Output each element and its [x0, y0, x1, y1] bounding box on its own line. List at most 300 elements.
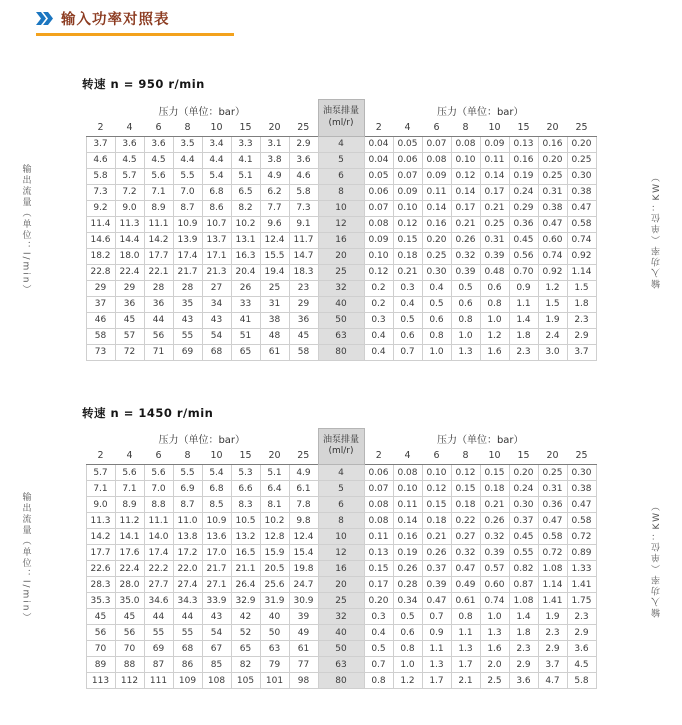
flow-cell: 10.5: [231, 513, 260, 529]
power-cell: 1.3: [451, 641, 480, 657]
flow-cell: 9.0: [86, 497, 115, 513]
power-cell: 0.14: [422, 200, 451, 216]
power-cell: 0.45: [509, 529, 538, 545]
flow-cell: 41: [231, 312, 260, 328]
flow-cell: 3.6: [289, 152, 318, 168]
power-cell: 0.22: [451, 513, 480, 529]
flow-cell: 56: [86, 625, 115, 641]
power-cell: 2.1: [451, 673, 480, 689]
displacement-cell: 20: [318, 248, 364, 264]
pressure-col-header: 6: [144, 120, 173, 137]
flow-cell: 68: [202, 344, 231, 360]
table-row: [86, 545, 596, 561]
power-cell: 0.29: [509, 200, 538, 216]
power-cell: 1.2: [538, 280, 567, 296]
table-row: [86, 264, 596, 280]
power-cell: 0.08: [364, 497, 393, 513]
flow-cell: 9.0: [115, 200, 144, 216]
power-cell: 1.3: [480, 625, 509, 641]
power-cell: 0.39: [451, 264, 480, 280]
table-row: [86, 577, 596, 593]
pressure-col-header: 8: [173, 120, 202, 137]
power-cell: 0.58: [567, 513, 596, 529]
flow-cell: 37: [86, 296, 115, 312]
flow-cell: 35: [173, 296, 202, 312]
power-cell: 0.4: [422, 280, 451, 296]
table-head: [86, 100, 596, 137]
power-cell: 0.30: [509, 497, 538, 513]
flow-cell: 5.4: [202, 168, 231, 184]
flow-cell: 17.4: [144, 545, 173, 561]
power-cell: 3.0: [538, 344, 567, 360]
power-cell: 0.92: [538, 264, 567, 280]
flow-cell: 5.5: [173, 168, 202, 184]
flow-cell: 11.4: [86, 216, 115, 232]
power-cell: 3.6: [509, 673, 538, 689]
power-cell: 0.25: [538, 465, 567, 481]
power-cell: 0.21: [393, 264, 422, 280]
power-cell: 0.14: [393, 513, 422, 529]
flow-cell: 28.3: [86, 577, 115, 593]
power-cell: 0.18: [480, 481, 509, 497]
pressure-col-header: 8: [451, 448, 480, 465]
power-cell: 0.16: [509, 152, 538, 168]
flow-cell: 27.4: [173, 577, 202, 593]
displacement-cell: 80: [318, 673, 364, 689]
pressure-col-header: 20: [538, 120, 567, 137]
flow-cell: 12.4: [260, 232, 289, 248]
flow-cell: 13.7: [202, 232, 231, 248]
flow-cell: 29: [289, 296, 318, 312]
flow-cell: 3.6: [115, 136, 144, 152]
flow-cell: 25: [260, 280, 289, 296]
power-cell: 0.39: [480, 545, 509, 561]
flow-cell: 22.4: [115, 561, 144, 577]
power-cell: 0.14: [480, 168, 509, 184]
flow-cell: 4.5: [115, 152, 144, 168]
power-cell: 1.9: [538, 609, 567, 625]
displacement-cell: 50: [318, 641, 364, 657]
flow-cell: 8.1: [260, 497, 289, 513]
power-cell: 0.8: [364, 673, 393, 689]
power-cell: 0.72: [538, 545, 567, 561]
power-cell: 0.10: [422, 465, 451, 481]
pressure-col-header: 4: [115, 120, 144, 137]
pressure-col-header: 25: [289, 448, 318, 465]
power-cell: 1.2: [480, 328, 509, 344]
power-cell: 0.30: [567, 168, 596, 184]
power-cell: 0.10: [393, 481, 422, 497]
pressure-col-header: 10: [480, 120, 509, 137]
flow-cell: 72: [115, 344, 144, 360]
power-cell: 0.47: [451, 561, 480, 577]
power-cell: 0.30: [567, 465, 596, 481]
flow-cell: 34: [202, 296, 231, 312]
power-cell: 0.08: [393, 465, 422, 481]
power-cell: 0.47: [422, 593, 451, 609]
power-cell: 1.0: [393, 657, 422, 673]
power-cell: 0.08: [364, 513, 393, 529]
power-cell: 0.24: [509, 184, 538, 200]
power-cell: 0.34: [393, 593, 422, 609]
table-row: [86, 328, 596, 344]
power-cell: 1.1: [422, 641, 451, 657]
table-row: [86, 673, 596, 689]
power-cell: 0.2: [364, 280, 393, 296]
power-cell: 1.7: [422, 673, 451, 689]
flow-cell: 4.6: [86, 152, 115, 168]
flow-cell: 3.5: [173, 136, 202, 152]
flow-cell: 33: [231, 296, 260, 312]
flow-cell: 56: [115, 625, 144, 641]
flow-axis-wrap: [12, 99, 40, 361]
power-cell: 0.15: [422, 497, 451, 513]
power-cell: 0.39: [480, 248, 509, 264]
unit-header-row: [86, 100, 596, 120]
flow-cell: 44: [173, 609, 202, 625]
flow-cell: 4.4: [173, 152, 202, 168]
power-cell: 0.19: [393, 545, 422, 561]
pressure-col-header: 20: [260, 448, 289, 465]
power-cell: 0.89: [567, 545, 596, 561]
power-table-950: [86, 99, 597, 361]
flow-cell: 10.9: [173, 216, 202, 232]
displacement-cell: 40: [318, 296, 364, 312]
flow-cell: 20.5: [260, 561, 289, 577]
flow-cell: 79: [260, 657, 289, 673]
flow-cell: 17.1: [202, 248, 231, 264]
table-row: [86, 513, 596, 529]
power-cell: 0.09: [364, 232, 393, 248]
power-cell: 0.70: [509, 264, 538, 280]
power-cell: 0.12: [364, 264, 393, 280]
flow-cell: 18.3: [289, 264, 318, 280]
power-cell: 0.82: [509, 561, 538, 577]
flow-cell: 21.7: [202, 561, 231, 577]
flow-cell: 71: [144, 344, 173, 360]
flow-cell: 26: [231, 280, 260, 296]
flow-cell: 4.6: [289, 168, 318, 184]
table-row: [86, 168, 596, 184]
flow-cell: 28.0: [115, 577, 144, 593]
power-cell: 5.8: [567, 673, 596, 689]
power-cell: 0.38: [538, 200, 567, 216]
power-cell: 0.10: [451, 152, 480, 168]
flow-cell: 7.3: [86, 184, 115, 200]
flow-cell: 11.2: [115, 513, 144, 529]
table-body: [86, 465, 596, 689]
flow-cell: 3.3: [231, 136, 260, 152]
flow-cell: 14.7: [289, 248, 318, 264]
flow-cell: 15.5: [260, 248, 289, 264]
flow-cell: 6.8: [202, 481, 231, 497]
pressure-col-header: 20: [538, 448, 567, 465]
power-cell: 0.56: [509, 248, 538, 264]
power-cell: 0.57: [480, 561, 509, 577]
power-cell: 0.8: [480, 296, 509, 312]
flow-cell: 43: [202, 312, 231, 328]
flow-cell: 10.7: [202, 216, 231, 232]
displacement-cell: 4: [318, 465, 364, 481]
flow-cell: 8.8: [144, 497, 173, 513]
flow-cell: 18.0: [115, 248, 144, 264]
pressure-col-header: 4: [393, 448, 422, 465]
power-cell: 2.3: [509, 344, 538, 360]
power-cell: 0.49: [451, 577, 480, 593]
power-cell: 0.27: [451, 529, 480, 545]
power-cell: 0.5: [422, 296, 451, 312]
power-cell: 0.25: [480, 216, 509, 232]
flow-cell: 22.4: [115, 264, 144, 280]
pressure-col-header: 25: [567, 448, 596, 465]
power-cell: 0.87: [509, 577, 538, 593]
flow-cell: 56: [144, 328, 173, 344]
displacement-cell: 10: [318, 200, 364, 216]
pressure-col-header: 4: [393, 120, 422, 137]
flow-cell: 61: [260, 344, 289, 360]
flow-cell: 7.0: [173, 184, 202, 200]
power-cell: 0.06: [364, 465, 393, 481]
power-cell: 0.12: [422, 481, 451, 497]
power-cell: 0.6: [480, 280, 509, 296]
power-cell: 1.0: [480, 609, 509, 625]
power-cell: 0.72: [567, 529, 596, 545]
power-cell: 1.8: [509, 625, 538, 641]
double-chevron-icon: [36, 12, 54, 25]
flow-axis-label: 输出流量（单位：l/min）: [20, 492, 31, 624]
flow-cell: 12.4: [289, 529, 318, 545]
flow-cell: 6.8: [202, 184, 231, 200]
flow-cell: 5.1: [260, 465, 289, 481]
table-row: [86, 497, 596, 513]
power-cell: 0.06: [393, 152, 422, 168]
flow-cell: 4.5: [144, 152, 173, 168]
power-cell: 0.58: [567, 216, 596, 232]
flow-cell: 11.1: [144, 513, 173, 529]
power-cell: 0.18: [451, 497, 480, 513]
power-cell: 0.37: [509, 513, 538, 529]
flow-axis-wrap: [12, 428, 40, 690]
power-cell: 0.11: [364, 529, 393, 545]
power-cell: 2.9: [567, 625, 596, 641]
section-950: [0, 76, 682, 361]
power-cell: 0.17: [480, 184, 509, 200]
power-cell: 0.3: [393, 280, 422, 296]
flow-cell: 8.9: [144, 200, 173, 216]
power-cell: 1.0: [451, 328, 480, 344]
power-cell: 0.32: [451, 248, 480, 264]
displacement-cell: 5: [318, 152, 364, 168]
unit-header-row: [86, 428, 596, 448]
power-cell: 0.21: [451, 216, 480, 232]
power-cell: 0.25: [538, 168, 567, 184]
power-cell: 1.5: [567, 280, 596, 296]
flow-cell: 67: [202, 641, 231, 657]
power-axis-label: 输入功率（单位：KW）: [651, 171, 662, 289]
flow-cell: 32.9: [231, 593, 260, 609]
flow-cell: 2.9: [289, 136, 318, 152]
table-row: [86, 232, 596, 248]
flow-cell: 58: [289, 344, 318, 360]
power-cell: 1.4: [509, 312, 538, 328]
flow-cell: 55: [173, 328, 202, 344]
power-cell: 0.9: [509, 280, 538, 296]
power-cell: 0.4: [364, 625, 393, 641]
power-cell: 0.04: [364, 136, 393, 152]
flow-cell: 70: [115, 641, 144, 657]
displacement-cell: 8: [318, 184, 364, 200]
power-cell: 0.74: [567, 232, 596, 248]
flow-cell: 26.4: [231, 577, 260, 593]
power-cell: 0.28: [393, 577, 422, 593]
power-cell: 0.10: [364, 248, 393, 264]
flow-cell: 58: [86, 328, 115, 344]
displacement-header-text: 油泵排量: [322, 434, 359, 445]
power-cell: 0.09: [480, 136, 509, 152]
flow-cell: 11.1: [144, 216, 173, 232]
power-cell: 2.3: [567, 312, 596, 328]
power-cell: 0.26: [422, 545, 451, 561]
flow-cell: 38: [260, 312, 289, 328]
pressure-col-header: 15: [231, 120, 260, 137]
power-cell: 1.08: [538, 561, 567, 577]
pressure-col-header: 15: [231, 448, 260, 465]
power-cell: 0.26: [393, 561, 422, 577]
table-row: [86, 641, 596, 657]
pressure-col-header: 6: [144, 448, 173, 465]
flow-cell: 8.6: [202, 200, 231, 216]
flow-cell: 16.3: [231, 248, 260, 264]
flow-cell: 22.8: [86, 264, 115, 280]
power-cell: 0.31: [538, 184, 567, 200]
pressure-unit-header-left: 压力（单位：bar）: [158, 106, 246, 118]
power-cell: 0.60: [480, 577, 509, 593]
flow-cell: 113: [86, 673, 115, 689]
table-row: [86, 465, 596, 481]
table-row: [86, 625, 596, 641]
flow-cell: 45: [115, 609, 144, 625]
power-cell: 0.8: [422, 328, 451, 344]
power-cell: 1.8: [509, 328, 538, 344]
power-cell: 0.18: [393, 248, 422, 264]
power-cell: 0.20: [538, 152, 567, 168]
flow-cell: 5.6: [144, 465, 173, 481]
flow-cell: 15.4: [289, 545, 318, 561]
power-cell: 0.12: [451, 168, 480, 184]
pressure-col-header: 10: [480, 448, 509, 465]
pressure-col-header: 2: [86, 448, 115, 465]
flow-cell: 70: [86, 641, 115, 657]
power-cell: 0.6: [393, 328, 422, 344]
flow-cell: 3.8: [260, 152, 289, 168]
power-cell: 0.08: [422, 152, 451, 168]
pressure-col-header: 8: [173, 448, 202, 465]
displacement-cell: 6: [318, 497, 364, 513]
flow-cell: 7.1: [144, 184, 173, 200]
section-1450: [0, 405, 682, 690]
power-cell: 0.6: [422, 312, 451, 328]
power-cell: 2.3: [509, 641, 538, 657]
flow-cell: 17.6: [115, 545, 144, 561]
table-row: [86, 561, 596, 577]
flow-cell: 14.2: [86, 529, 115, 545]
power-cell: 0.32: [451, 545, 480, 561]
flow-cell: 29: [115, 280, 144, 296]
flow-cell: 6.9: [173, 481, 202, 497]
power-cell: 0.16: [393, 529, 422, 545]
flow-cell: 22.6: [86, 561, 115, 577]
power-cell: 3.7: [538, 657, 567, 673]
power-cell: 0.47: [538, 216, 567, 232]
power-table-1450: [86, 428, 597, 690]
power-cell: 0.92: [567, 248, 596, 264]
displacement-cell: 25: [318, 264, 364, 280]
displacement-cell: 16: [318, 561, 364, 577]
power-cell: 0.61: [451, 593, 480, 609]
flow-cell: 7.1: [115, 481, 144, 497]
power-cell: 1.6: [480, 344, 509, 360]
power-cell: 0.2: [364, 296, 393, 312]
displacement-header: [318, 428, 364, 465]
flow-cell: 8.7: [173, 200, 202, 216]
power-cell: 1.1: [509, 296, 538, 312]
power-cell: 0.21: [422, 529, 451, 545]
power-cell: 1.08: [509, 593, 538, 609]
flow-cell: 8.3: [231, 497, 260, 513]
power-cell: 0.55: [509, 545, 538, 561]
power-cell: 1.14: [538, 577, 567, 593]
power-cell: 1.4: [509, 609, 538, 625]
pressure-col-header: 6: [422, 448, 451, 465]
pressure-col-header: 2: [364, 448, 393, 465]
flow-cell: 25.6: [260, 577, 289, 593]
flow-cell: 55: [173, 625, 202, 641]
displacement-cell: 63: [318, 328, 364, 344]
power-cell: 2.3: [538, 625, 567, 641]
table-row: [86, 312, 596, 328]
power-cell: 0.13: [364, 545, 393, 561]
power-cell: 0.47: [538, 513, 567, 529]
flow-cell: 55: [144, 625, 173, 641]
pressure-col-header: 6: [422, 120, 451, 137]
power-cell: 0.06: [364, 184, 393, 200]
page-title: 输入功率对照表: [61, 12, 170, 28]
flow-cell: 16.5: [231, 545, 260, 561]
flow-cell: 14.6: [86, 232, 115, 248]
flow-cell: 5.1: [231, 168, 260, 184]
flow-cell: 5.7: [86, 465, 115, 481]
power-cell: 0.20: [422, 232, 451, 248]
flow-cell: 7.3: [289, 200, 318, 216]
flow-cell: 17.2: [173, 545, 202, 561]
displacement-cell: 12: [318, 545, 364, 561]
flow-cell: 49: [289, 625, 318, 641]
displacement-cell: 5: [318, 481, 364, 497]
flow-cell: 23: [289, 280, 318, 296]
power-cell: 0.11: [393, 497, 422, 513]
power-cell: 0.26: [480, 513, 509, 529]
flow-cell: 45: [115, 312, 144, 328]
displacement-cell: 10: [318, 529, 364, 545]
flow-cell: 98: [289, 673, 318, 689]
flow-cell: 89: [86, 657, 115, 673]
power-cell: 1.75: [567, 593, 596, 609]
displacement-cell: 20: [318, 577, 364, 593]
power-cell: 0.21: [480, 200, 509, 216]
flow-cell: 52: [231, 625, 260, 641]
displacement-cell: 25: [318, 593, 364, 609]
power-cell: 1.7: [451, 657, 480, 673]
